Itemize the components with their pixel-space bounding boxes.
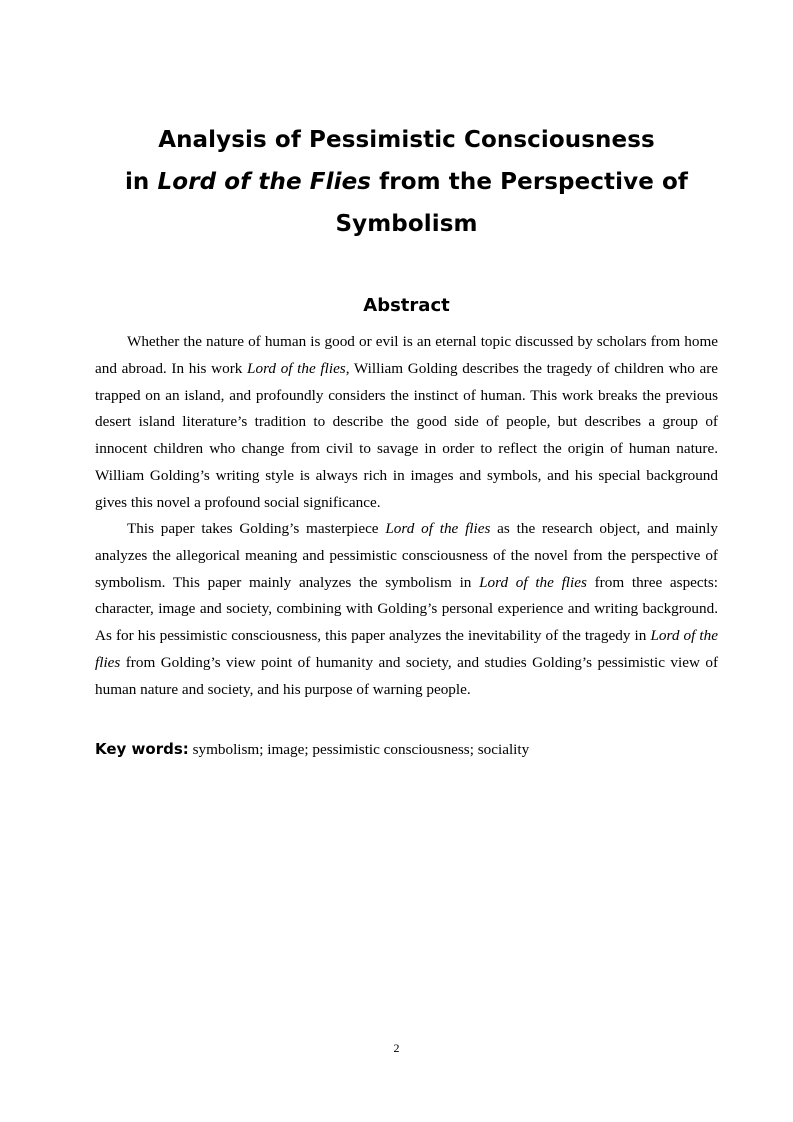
keywords	[95, 736, 718, 763]
para1-book-name: Lord of the flies	[247, 359, 346, 377]
paper-title	[95, 119, 718, 245]
para1-text-1: Whether the nature of human is good or evil is an eternal topic discussed by scholars from home and abroad. In his work	[95, 333, 718, 377]
keywords-label: Key words:	[95, 740, 189, 758]
para2-book-name-2: Lord of the flies	[479, 573, 587, 591]
abstract-paragraph-2	[95, 516, 718, 704]
para2-text-2: as the research object, and mainly analyzes the allegorical meaning and pessimistic consciousness of the novel from the perspective of symbolism. This paper mainly analyzes the symbolism in	[95, 520, 718, 591]
para2-book-name-1: Lord of the flies	[385, 520, 491, 537]
para1-text-2: , William Golding describes the tragedy of children who are trapped on an island, and profoundly considers the instinct of human. This work breaks the previous desert island literature’s tradition to describe the good side of people, but describes a group of innocent children who change from civil to savage in order to reflect the origin of human nature. William Golding’s writing style is always rich in images and symbols, and his special background gives this novel a profound social significance.	[95, 359, 719, 511]
title-line-2	[95, 161, 718, 203]
abstract-paragraph-1	[95, 329, 718, 517]
title-line-1: Analysis of Pessimistic Consciousness	[158, 127, 655, 153]
para2-text-4: from Golding’s view point of humanity and society, and studies Golding’s pessimistic view of human nature and society, and his purpose of warning people.	[95, 653, 718, 698]
para2-book-name-3: Lord of the flies	[95, 627, 718, 671]
title-line-2-prefix: in	[124, 169, 158, 195]
title-book-name: Lord of the Flies	[157, 169, 372, 195]
para2-text-1: This paper takes Golding’s masterpiece	[127, 520, 386, 537]
page-number: 2	[393, 1041, 400, 1055]
keywords-value: symbolism; image; pessimistic consciousness; sociality	[188, 741, 530, 758]
abstract-heading: Abstract	[363, 295, 450, 316]
title-line-2-suffix: from the Perspective of	[371, 169, 689, 195]
title-line-3: Symbolism	[335, 211, 478, 237]
para2-text-3: from three aspects: character, image and society, combining with Golding’s personal experience and writing background. As for his pessimistic consciousness, this paper analyzes the inevitability of the tragedy in	[95, 573, 718, 645]
